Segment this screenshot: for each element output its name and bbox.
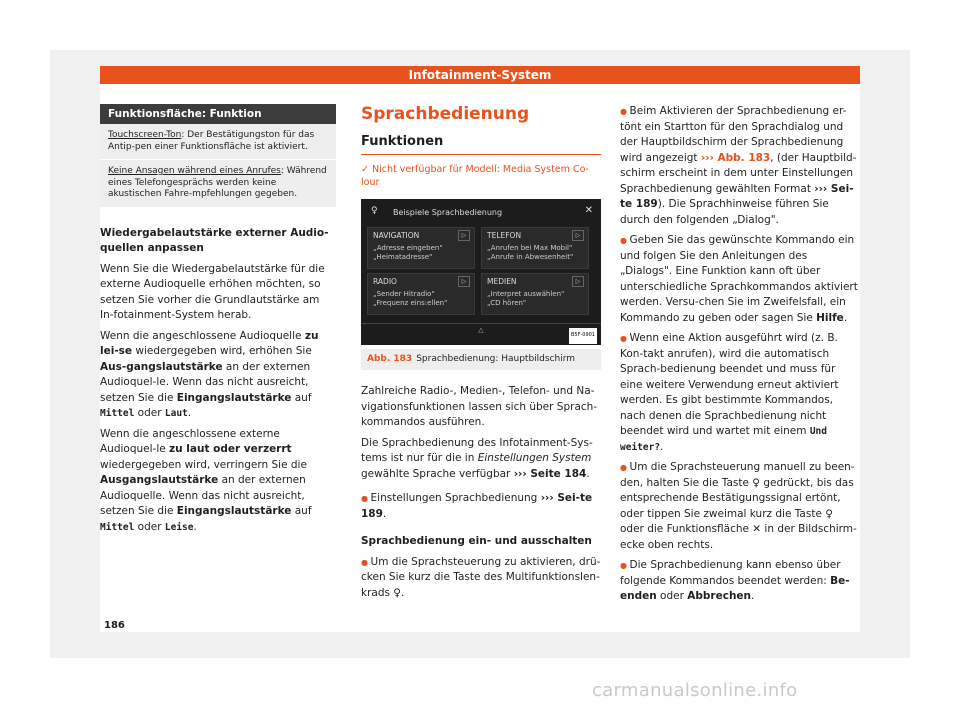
- row-text: : Der Bestätigungston für das Antip-pen einer Funktionsfläche ist aktiviert.: [108, 130, 315, 152]
- play-icon: ▷: [458, 276, 470, 287]
- row-text: : Während eines Telefongesprächs werden keine akustischen Fahre-mpfehlungen gegeben.: [108, 166, 327, 199]
- availability-note: ✓ Nicht verfügbar für Modell: Media System Co-lour: [361, 163, 589, 188]
- play-icon: ▷: [572, 276, 584, 287]
- list-item: ● Die Sprachbedienung kann ebenso über folgende Kommandos beendet werden: Be-enden oder Abbrechen.: [620, 558, 860, 605]
- figure-title: Beispiele Sprachbedienung: [393, 207, 503, 217]
- subtitle: Funktionen: [361, 134, 601, 155]
- section-header: Infotainment-System: [100, 66, 860, 84]
- figure-titlebar: [361, 199, 601, 219]
- paragraph: Wenn Sie die Wiedergabelautstärke für die externe Audioquelle erhöhen möchten, so setzen Sie vorher die Grundlautstärke am In-fotainment-System herab.: [100, 262, 325, 321]
- paragraph: Wenn die angeschlossene Audioquelle zu lei-se wiedergegeben wird, erhöhen Sie Aus-gangslautstärke an der externen Audioquel-le. Wenn das nicht ausreicht, setzen Sie die Eingangslautstärke auf Mittel oder Laut.: [100, 329, 319, 419]
- play-icon: ▷: [458, 230, 470, 241]
- watermark: carmanualsonline.info: [592, 680, 798, 701]
- paragraph: Zahlreiche Radio-, Medien-, Telefon- und Na-vigationsfunktionen lassen sich über Sprach-kommandos ausführen.: [361, 385, 598, 428]
- section-heading: Wiedergabelautstärke externer Audio-quellen anpassen: [100, 226, 329, 254]
- paragraph: Wenn die angeschlossene externe Audioquel-le zu laut oder verzerrt wiedergegeben wird, verringern Sie die Ausgangslautstärke an der externen Audioquelle. Wenn das nicht ausreicht, setzen Sie die Eingangslautstärke auf Mittel oder Leise.: [100, 427, 312, 533]
- tile-medien: ▷ MEDIEN „Interpret auswählen" „CD hören": [481, 273, 589, 315]
- list-item: ● Wenn eine Aktion ausgeführt wird (z. B. Kon-takt anrufen), wird die automatisch Sprach-bedienung beendet und muss für eine weitere Verwendung erneut aktiviert werden. Es gibt bestimmte Kommandos, nach denen die Sprachbedienung nicht beendet wird und wartet mit einem Und weiter?.: [620, 331, 860, 455]
- list-item: ● Geben Sie das gewünschte Kommando ein und folgen Sie den Anleitungen des „Dialogs". Eine Funktion kann oft über unterschiedliche Sprachkommandos aktiviert werden. Versu-chen Sie im Zweifelsfall, ein Kommando zu geben oder sagen Sie Hilfe.: [620, 233, 860, 326]
- list-item: ● Um die Sprachsteuerung zu aktivieren, drü-cken Sie kurz die Taste des Multifunktionslen-krads ♀.: [361, 555, 601, 602]
- figure-caption: Abb. 183 Sprachbedienung: Hauptbildschirm: [361, 349, 601, 371]
- microphone-icon: ♀: [371, 205, 378, 216]
- tile-navigation: ▷ NAVIGATION „Adresse eingeben" „Heimatadresse": [367, 227, 475, 269]
- tile-telefon: ▷ TELEFON „Anrufen bei Max Mobil" „Anrufe in Abwesenheit": [481, 227, 589, 269]
- table-row: [100, 160, 336, 208]
- function-table-title: Funktionsfläche: Funktion: [100, 104, 336, 124]
- list-item: ● Einstellungen Sprachbedienung ››› Sei-te 189.: [361, 491, 601, 522]
- page-number: 186: [104, 620, 125, 631]
- row-tag: Touchscreen-Ton: [108, 130, 182, 140]
- list-item: ● Beim Aktivieren der Sprachbedienung er-tönt ein Startton für den Sprachdialog und der Hauptbildschirm der Sprachbedienung wird angezeigt ››› Abb. 183, (der Hauptbild-schirm erscheint in dem unter Einstellungen Sprachbedienung gewählten Format ››› Sei-te 189). Die Sprachhinweise führen Sie durch den folgenden „Dialog".: [620, 104, 860, 228]
- tile-radio: ▷ RADIO „Sender Hitradio" „Frequenz eins:ellen": [367, 273, 475, 315]
- close-icon: ✕: [584, 204, 593, 216]
- voice-control-figure: [361, 199, 601, 345]
- row-tag: Keine Ansagen während eines Anrufes: [108, 166, 281, 176]
- collapse-arrow-icon: △: [361, 323, 601, 335]
- paragraph: Die Sprachbedienung des Infotainment-Sys-tems ist nur für die in Einstellungen System gewählte Sprache verfügbar ››› Seite 184.: [361, 436, 593, 480]
- middle-column: [361, 104, 601, 601]
- table-row: [100, 124, 336, 160]
- list-item: ● Um die Sprachsteuerung manuell zu been-den, halten Sie die Taste ♀ gedrückt, bis das entsprechende Bestätigungssignal ertönt, oder tippen Sie zweimal kurz die Taste ♀ oder die Funktionsfläche ✕ in der Bildschirm-ecke oben rechts.: [620, 460, 860, 553]
- left-column: [100, 104, 336, 535]
- figure-code: B5F-0901: [569, 328, 597, 344]
- section-heading: Sprachbedienung ein- und ausschalten: [361, 535, 592, 547]
- play-icon: ▷: [572, 230, 584, 241]
- right-column: [620, 104, 860, 605]
- page-title: Sprachbedienung: [361, 104, 530, 124]
